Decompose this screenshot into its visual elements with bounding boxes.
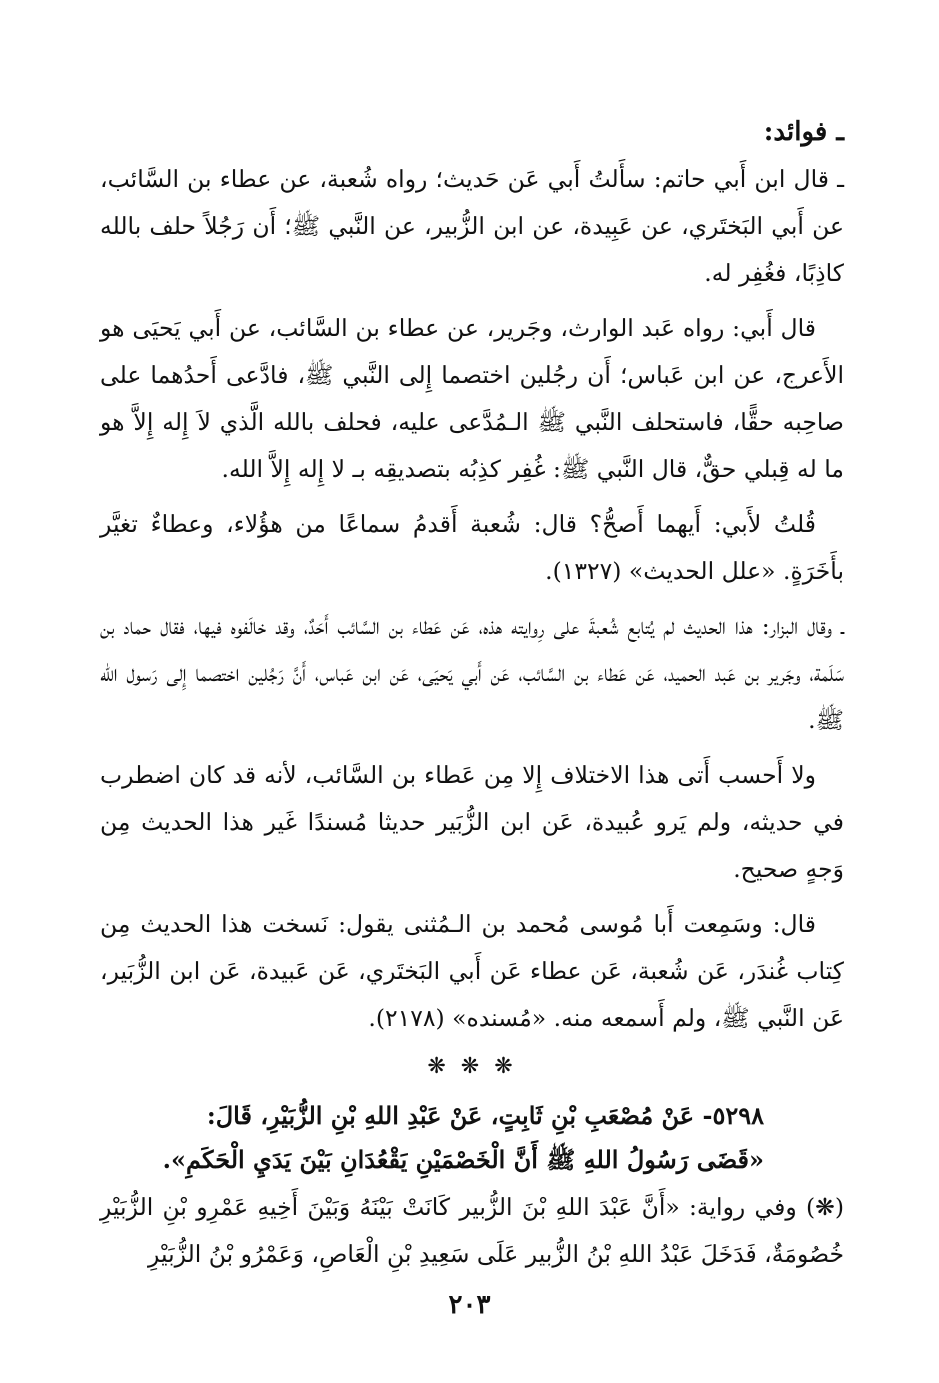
section-separator: ❋ ❋ ❋: [427, 1054, 517, 1079]
paragraph-which-is-correct: قُلتُ لأَبي: أَيهما أَصحُّ؟ قال: شُعبة أَقدمُ سماعًا من هؤُلاء، وعطاءٌ تغيَّر بأَخَرَةٍ. «علل الحديث» (١٣٢٧).: [100, 510, 844, 585]
section-heading: ـ فوائد:: [763, 117, 844, 147]
paragraph-al-bazzar: ـ وقال البزار: هذا الحديث لم يُتابع شُعبةَ على رِوايته هذه، عَن عَطاء بن السَّائب أَحَدٌ، وقد خالَفوه فيها، فقال حماد بن سَلَمة، وجَرير بن عَبد الحميد، عَن عَطاء بن السَّائب، عَن أَبي يَحيَى، عَن ابن عَباس، أَنَّ رَجُلين اختصما إِلى رَسول الله ﷺ.: [100, 612, 844, 734]
paragraph-abi-reply: قال أَبي: رواه عَبد الوارث، وجَرير، عن عطاء بن السَّائب، عن أَبي يَحيَى هو الأَعرج، عن ابن عَباس؛ أَن رجُلين اختصما إِلى النَّبي ﷺ، فادَّعى أَحدُهما على صاحِبه حقًّا، فاستحلف النَّبي ﷺ الـمُدَّعى عليه، فحلف بالله الَّذي لاَ إِله إِلاَّ هو ما له قِبلي حقٌّ، قال النَّبي ﷺ: غُفِر كذِبُه بتصديقِه بـ لا إِله إِلاَّ الله.: [100, 314, 844, 483]
hadith-matn: «قَضَى رَسُولُ اللهِ ﷺ أَنَّ الْخَصْمَيْنِ يَقْعُدَانِ بَيْنَ يَدَيِ الْحَكَمِ».: [162, 1145, 764, 1174]
hadith-isnad: ٥٢٩٨- عَنْ مُصْعَبِ بْنِ ثَابِتٍ، عَنْ عَبْدِ اللهِ بْنِ الزُّبَيْرِ، قَالَ:: [206, 1101, 764, 1130]
page-number: ٢٠٣: [448, 1290, 491, 1320]
paragraph-ibn-abi-hatim: ـ قال ابن أَبي حاتم: سأَلتُ أَبي عَن حَديث؛ رواه شُعبة، عن عطاء بن السَّائب، عن أَبي البَختَري، عن عَبِيدة، عن ابن الزُّبير، عن النَّبي ﷺ؛ أَن رَجُلاً حلف بالله كاذِبًا، فغُفِر له.: [100, 165, 844, 287]
paragraph-abu-musa: قال: وسَمِعت أَبا مُوسى مُحمد بن الـمُثنى يقول: نَسخت هذا الحديث مِن كِتاب غُندَر، عَن شُعبة، عَن عطاء عَن أَبي البَختَري، عَن عَبيدة، عَن ابن الزُّبَير، عَن النَّبي ﷺ، ولم أَسمعه منه. «مُسنده» (٢١٧٨).: [100, 910, 844, 1032]
hadith-riwaya: (❋) وفي رواية: «أَنَّ عَبْدَ اللهِ بْنَ الزُّبير كَانَتْ بَيْنَهُ وَبَيْنَ أَخِيهِ عَمْرِو بْنِ الزُّبَيْرِ خُصُومَةٌ، فَدَخَلَ عَبْدُ اللهِ بْنُ الزُّبير عَلَى سَعِيدِ بْنِ الْعَاصِ، وَعَمْرُو بْنُ الزُّبَيْرِ: [100, 1193, 844, 1268]
paragraph-ikhtilaf: ولا أَحسب أَتى هذا الاختلاف إِلا مِن عَطاء بن السَّائب، لأنه قد كان اضطرب في حديثه، ولم يَرو عُبيدة، عَن ابن الزُّبَير حديثا مُسندًا غَير هذا الحديث مِن وَجهٍ صحيح.: [100, 761, 844, 883]
page-content: [100, 110, 844, 1278]
